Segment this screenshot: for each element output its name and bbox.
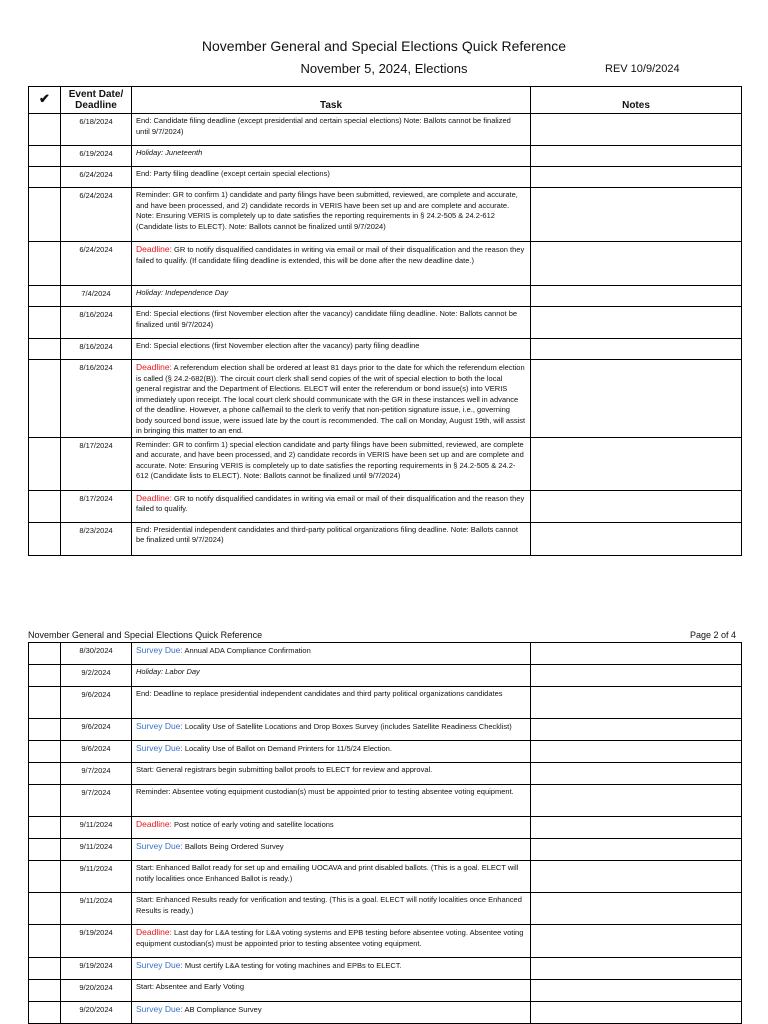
notes-cell[interactable] [531,490,742,522]
task-column-header: Task [132,87,531,114]
task-text: Reminder: GR to confirm 1) special election candidate and party filings have been submitted, reviewed, are complete and accurate, and have been processed, and 2) candidate records in VERIS have been set up and are complete and accurate. Note: Ensuring VERIS is completely up to date satisfies the reporting requirements in § 24.2-505 & 24.2-612 (Candidate lists to ELECT). Note: Ballots cannot be finalized until 9/7/2024) [136,439,524,480]
checkbox-cell[interactable] [29,643,61,665]
table-row [29,958,742,980]
page-number: Page 2 of 4 [690,630,737,640]
table-row [29,925,742,958]
notes-column-header: Notes [531,87,742,114]
notes-cell[interactable] [531,763,742,785]
task-text: Must certify L&A testing for voting machines and EPBs to ELECT. [182,961,402,970]
event-date-cell: 9/7/2024 [61,763,132,785]
task-cell [132,958,531,980]
task-cell [132,817,531,839]
table-row [29,861,742,893]
event-date-cell: 8/16/2024 [61,307,132,339]
notes-cell[interactable] [531,437,742,490]
task-cell [132,785,531,817]
task-text: End: Special elections (first November election after the vacancy) candidate filing deadline. Note: Ballots cannot be finalized until 9/7/2024) [136,309,518,329]
deadline-tag: Deadline: [136,819,172,829]
notes-cell[interactable] [531,980,742,1002]
table-row [29,437,742,490]
notes-cell[interactable] [531,1002,742,1024]
event-date-cell: 9/11/2024 [61,817,132,839]
task-cell [132,114,531,146]
task-text: A referendum election shall be ordered at least 81 days prior to the date for which the referendum election is called (§ 24.2-682(B)). The circuit court clerk shall send copies of the writ of special election to both the local general registrar and the Department of Elections. ELECT will enter the referendum or bond issue(s) into VERIS immediately upon receipt. The local court clerk should communicate with the GR in these instances well in advance of the deadline. However, a phone call\email to the clerk to verify that non-petition signature issue, i.e., governing body sourced bond issue, were issued late by the court is recommended. The call on Monday, August 19th, will assist in bringing this matter to an end. [136,363,526,435]
task-cell [132,861,531,893]
notes-cell[interactable] [531,643,742,665]
event-date-cell: 8/16/2024 [61,360,132,438]
survey-due-tag: Survey Due: [136,645,183,655]
task-text: Holiday: Labor Day [136,667,200,676]
task-text: Post notice of early voting and satellite locations [171,820,334,829]
notes-cell[interactable] [531,114,742,146]
checkbox-cell[interactable] [29,490,61,522]
checkbox-cell[interactable] [29,1002,61,1024]
task-cell [132,893,531,925]
task-text: Start: General registrars begin submitting ballot proofs to ELECT for review and approval. [136,765,433,774]
checkbox-cell[interactable] [29,242,61,286]
task-text: End: Special elections (first November election after the vacancy) party filing deadline [136,341,420,350]
task-cell [132,167,531,188]
table-row [29,643,742,665]
table-row [29,839,742,861]
task-cell [132,188,531,242]
task-cell [132,146,531,167]
survey-due-tag: Survey Due: [136,743,183,753]
task-text: Start: Enhanced Results ready for verification and testing. (This is a goal. ELECT will notify localities once Enhanced Results is ready.) [136,895,522,915]
task-cell [132,980,531,1002]
task-text: Reminder: Absentee voting equipment custodian(s) must be appointed prior to testing absentee voting equipment. [136,787,514,796]
task-cell [132,763,531,785]
table-row [29,242,742,286]
survey-due-tag: Survey Due: [136,841,183,851]
table-row [29,490,742,522]
checkbox-cell[interactable] [29,188,61,242]
table-row [29,146,742,167]
table-row [29,1002,742,1024]
task-text: AB Compliance Survey [182,1005,262,1014]
table-row [29,763,742,785]
task-text: Start: Absentee and Early Voting [136,982,244,991]
notes-cell[interactable] [531,839,742,861]
checkbox-cell[interactable] [29,839,61,861]
survey-due-tag: Survey Due: [136,1004,183,1014]
deadline-tag: Deadline: [136,927,172,937]
checkbox-cell[interactable] [29,893,61,925]
event-date-cell: 9/2/2024 [61,665,132,687]
notes-cell[interactable] [531,360,742,438]
task-cell [132,643,531,665]
deadline-tag: Deadline: [136,244,172,254]
revision-label: REV 10/9/2024 [605,63,680,75]
checkbox-cell[interactable] [29,665,61,687]
table-row [29,785,742,817]
event-date-cell: 9/6/2024 [61,687,132,719]
event-date-cell: 6/24/2024 [61,242,132,286]
task-text: End: Candidate filing deadline (except presidential and certain special elections) Note: Ballots cannot be finalized until 9/7/2024) [136,116,511,136]
notes-cell[interactable] [531,958,742,980]
task-text: Reminder: GR to confirm 1) candidate and party filings have been submitted, reviewed, are complete and accurate, and have been processed, and 2) candidate records in VERIS have been set up and are complete and accurate. Note: Ensuring VERIS is completely up to date satisfies the reporting requirements in § 24.2-505 & 24.2-612 (Candidate lists to ELECT). Note: Ballots cannot be finalized until 9/7/2024) [136,190,518,231]
task-text: Last day for L&A testing for L&A voting systems and EPB testing before absentee voting. Absentee voting equipment custodian(s) must be appointed prior to testing absentee voting equipment. [136,928,524,948]
checkbox-cell[interactable] [29,522,61,555]
date-column-header: Event Date/ Deadline [61,87,132,114]
notes-cell[interactable] [531,893,742,925]
notes-cell[interactable] [531,522,742,555]
checkbox-cell[interactable] [29,286,61,307]
deadline-tag: Deadline: [136,492,172,503]
event-date-cell: 9/19/2024 [61,958,132,980]
table-row [29,741,742,763]
checkbox-cell[interactable] [29,861,61,893]
event-date-cell: 9/6/2024 [61,741,132,763]
notes-cell[interactable] [531,665,742,687]
checkbox-cell[interactable] [29,817,61,839]
survey-due-tag: Survey Due: [136,960,183,970]
notes-cell[interactable] [531,861,742,893]
table-row [29,665,742,687]
task-cell [132,741,531,763]
task-cell [132,437,531,490]
notes-cell[interactable] [531,339,742,360]
event-date-cell: 6/24/2024 [61,167,132,188]
task-cell [132,307,531,339]
task-text: GR to notify disqualified candidates in writing via email or mail of their disqualification and the reason they failed to qualify. (If candidate filing deadline is extended, this will be done after the new deadline date.) [136,245,525,265]
table-row [29,307,742,339]
event-date-cell: 9/19/2024 [61,925,132,958]
event-date-cell: 9/11/2024 [61,839,132,861]
checkbox-cell[interactable] [29,437,61,490]
event-date-cell: 9/7/2024 [61,785,132,817]
task-cell [132,360,531,438]
notes-cell[interactable] [531,146,742,167]
table-row [29,114,742,146]
notes-cell[interactable] [531,785,742,817]
checkbox-cell[interactable] [29,763,61,785]
notes-cell[interactable] [531,242,742,286]
notes-cell[interactable] [531,925,742,958]
task-text: GR to notify disqualified candidates in writing via email or mail of their disqualification and the reason they failed to qualify. [136,493,525,513]
table-row [29,980,742,1002]
task-cell [132,490,531,522]
task-cell [132,1002,531,1024]
task-text: Start: Enhanced Ballot ready for set up and emailing UOCAVA and print disabled ballots. (This is a goal. ELECT will notify localities once Enhanced Ballot is ready.) [136,863,519,883]
event-date-cell: 9/20/2024 [61,980,132,1002]
task-cell [132,522,531,555]
checkbox-cell[interactable] [29,146,61,167]
check-column-header: ✔ [29,87,61,114]
task-text: Locality Use of Ballot on Demand Printers for 11/5/24 Election. [182,744,392,753]
notes-cell[interactable] [531,817,742,839]
task-text: Holiday: Juneteenth [136,148,203,157]
checkbox-cell[interactable] [29,980,61,1002]
event-date-cell: 7/4/2024 [61,286,132,307]
checkbox-cell[interactable] [29,307,61,339]
notes-cell[interactable] [531,687,742,719]
checkbox-cell[interactable] [29,719,61,741]
task-cell [132,286,531,307]
task-cell [132,339,531,360]
event-date-cell: 8/16/2024 [61,339,132,360]
checkbox-cell[interactable] [29,958,61,980]
checkbox-cell[interactable] [29,785,61,817]
checkbox-cell[interactable] [29,167,61,188]
task-text: Annual ADA Compliance Confirmation [182,646,311,655]
table-row [29,286,742,307]
schedule-table-page-1 [28,86,742,556]
checkbox-cell[interactable] [29,114,61,146]
event-date-cell: 6/18/2024 [61,114,132,146]
event-date-cell: 8/17/2024 [61,437,132,490]
task-cell [132,839,531,861]
task-text: Ballots Being Ordered Survey [182,842,284,851]
notes-cell[interactable] [531,741,742,763]
event-date-cell: 9/11/2024 [61,893,132,925]
task-text: End: Presidential independent candidates and third-party political organizations filing deadline. Note: Ballots cannot be finalized until 9/7/2024) [136,524,518,544]
table-row [29,687,742,719]
table-row [29,360,742,438]
table-row [29,188,742,242]
notes-cell[interactable] [531,286,742,307]
checkbox-cell[interactable] [29,360,61,438]
event-date-cell: 8/17/2024 [61,490,132,522]
event-date-cell: 8/23/2024 [61,522,132,555]
task-text: Locality Use of Satellite Locations and Drop Boxes Survey (includes Satellite Readiness Checklist) [182,722,512,731]
event-date-cell: 9/11/2024 [61,861,132,893]
task-text: End: Deadline to replace presidential independent candidates and third party political organizations candidates [136,689,503,698]
table-row [29,339,742,360]
notes-cell[interactable] [531,188,742,242]
task-cell [132,665,531,687]
table-row [29,522,742,555]
deadline-tag: Deadline: [136,362,172,372]
task-cell [132,719,531,741]
checkbox-cell[interactable] [29,339,61,360]
survey-due-tag: Survey Due: [136,721,183,731]
task-cell [132,687,531,719]
event-date-cell: 9/6/2024 [61,719,132,741]
task-cell [132,925,531,958]
event-date-cell: 6/19/2024 [61,146,132,167]
event-date-cell: 8/30/2024 [61,643,132,665]
notes-cell[interactable] [531,167,742,188]
checkbox-cell[interactable] [29,687,61,719]
document-subtitle: November 5, 2024, Elections [300,61,468,76]
task-text: Holiday: Independence Day [136,288,229,297]
page-header-title: November General and Special Elections Quick Reference [28,630,263,640]
task-cell [132,242,531,286]
table-row [29,719,742,741]
checkbox-cell[interactable] [29,925,61,958]
table-row [29,817,742,839]
table-row [29,893,742,925]
checkbox-cell[interactable] [29,741,61,763]
notes-cell[interactable] [531,307,742,339]
schedule-table-page-2 [28,642,742,1024]
notes-cell[interactable] [531,719,742,741]
document-title: November General and Special Elections Quick Reference [201,38,567,54]
event-date-cell: 9/20/2024 [61,1002,132,1024]
event-date-cell: 6/24/2024 [61,188,132,242]
task-text: End: Party filing deadline (except certain special elections) [136,169,330,178]
table-row [29,167,742,188]
